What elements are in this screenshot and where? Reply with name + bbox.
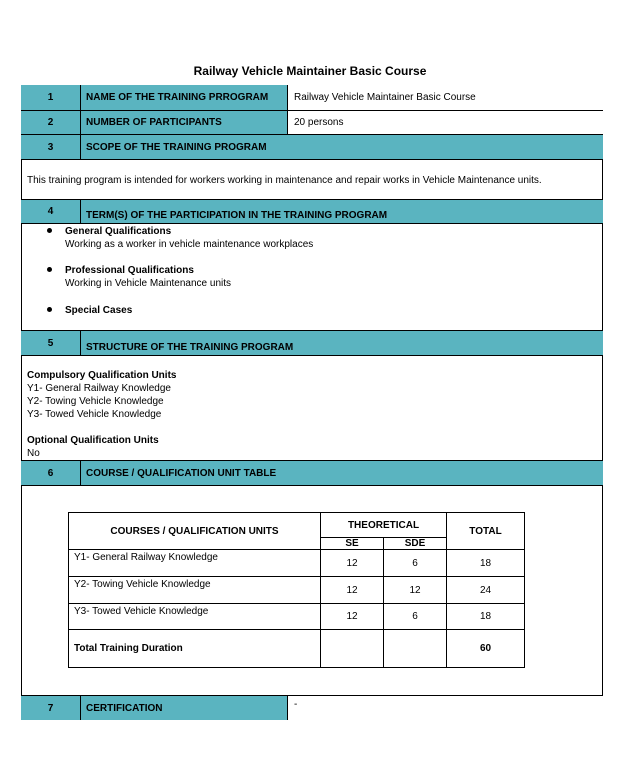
section-4-label: TERM(S) OF THE PARTICIPATION IN THE TRAINING PROGRAM [86,210,388,221]
header-total: TOTAL [469,525,502,537]
section-3-body: This training program is intended for workers working in maintenance and repair works in Vehicle Maintenance units. [27,175,542,186]
section-1-value: Railway Vehicle Maintainer Basic Course [288,85,603,110]
document-title: Railway Vehicle Maintainer Basic Course [193,64,427,78]
compulsory-unit: Y2- Towing Vehicle Knowledge [27,396,164,407]
table-row-se: 12 [346,584,358,596]
section-3-label: SCOPE OF THE TRAINING PROGRAM [86,141,267,153]
section-5-label: STRUCTURE OF THE TRAINING PROGRAM [86,342,294,353]
section-2-label: NUMBER OF PARTICIPANTS [80,111,288,134]
optional-heading: Optional Qualification Units [27,435,159,446]
section-6-label: COURSE / QUALIFICATION UNIT TABLE [86,467,277,479]
section-3-row [21,134,603,159]
compulsory-unit: Y1- General Railway Knowledge [27,383,171,394]
table-row-name: Y1- General Railway Knowledge [74,552,218,563]
section-7-row [21,695,603,720]
total-duration-sde [384,630,446,667]
total-duration-label: Total Training Duration [74,643,183,654]
section-6-number: 6 [21,461,81,485]
qualification-heading: General Qualifications [65,226,172,237]
header-se: SE [345,538,359,549]
table-row-name: Y2- Towing Vehicle Knowledge [74,579,211,590]
table-row-se: 12 [346,611,358,622]
section-1-number: 1 [21,85,81,110]
bullet-icon [47,267,52,272]
section-7-number: 7 [21,696,81,720]
table-row-sde: 12 [409,584,421,596]
section-4-row [21,199,603,223]
header-theoretical: THEORETICAL [347,519,420,531]
header-sde: SDE [404,538,426,549]
section-1-row [21,85,603,110]
compulsory-unit: Y3- Towed Vehicle Knowledge [27,409,162,420]
table-row-total: 18 [479,557,492,569]
course-unit-table [68,512,525,668]
table-row-total: 24 [479,584,492,596]
total-duration-total: 60 [479,643,492,654]
table-row-sde: 6 [412,611,418,622]
qualification-heading: Special Cases [65,305,133,316]
bullet-icon [47,228,52,233]
qualification-heading: Professional Qualifications [65,265,194,276]
section-1-label: NAME OF THE TRAINING PRROGRAM [80,85,288,110]
qualification-text: Working as a worker in vehicle maintenance workplaces [65,239,314,250]
table-row-se: 12 [346,557,358,569]
section-6-row [21,460,603,485]
bullet-icon [47,307,52,312]
section-7-value: - [288,696,603,720]
section-7-label: CERTIFICATION [80,696,288,720]
section-2-number: 2 [21,111,81,134]
table-row-name: Y3- Towed Vehicle Knowledge [74,606,209,617]
optional-value: No [27,448,40,459]
header-courses: COURSES / QUALIFICATION UNITS [110,525,279,537]
table-row-total: 18 [479,611,492,622]
qualification-text: Working in Vehicle Maintenance units [65,278,232,289]
total-duration-se [321,630,383,667]
section-2-value: 20 persons [288,111,603,134]
table-row-sde: 6 [412,557,418,569]
section-2-row [21,110,603,134]
section-5-row [21,330,603,355]
section-5-number: 5 [21,331,81,355]
compulsory-heading: Compulsory Qualification Units [27,370,177,381]
section-4-number: 4 [21,200,81,223]
section-3-number: 3 [21,135,81,159]
